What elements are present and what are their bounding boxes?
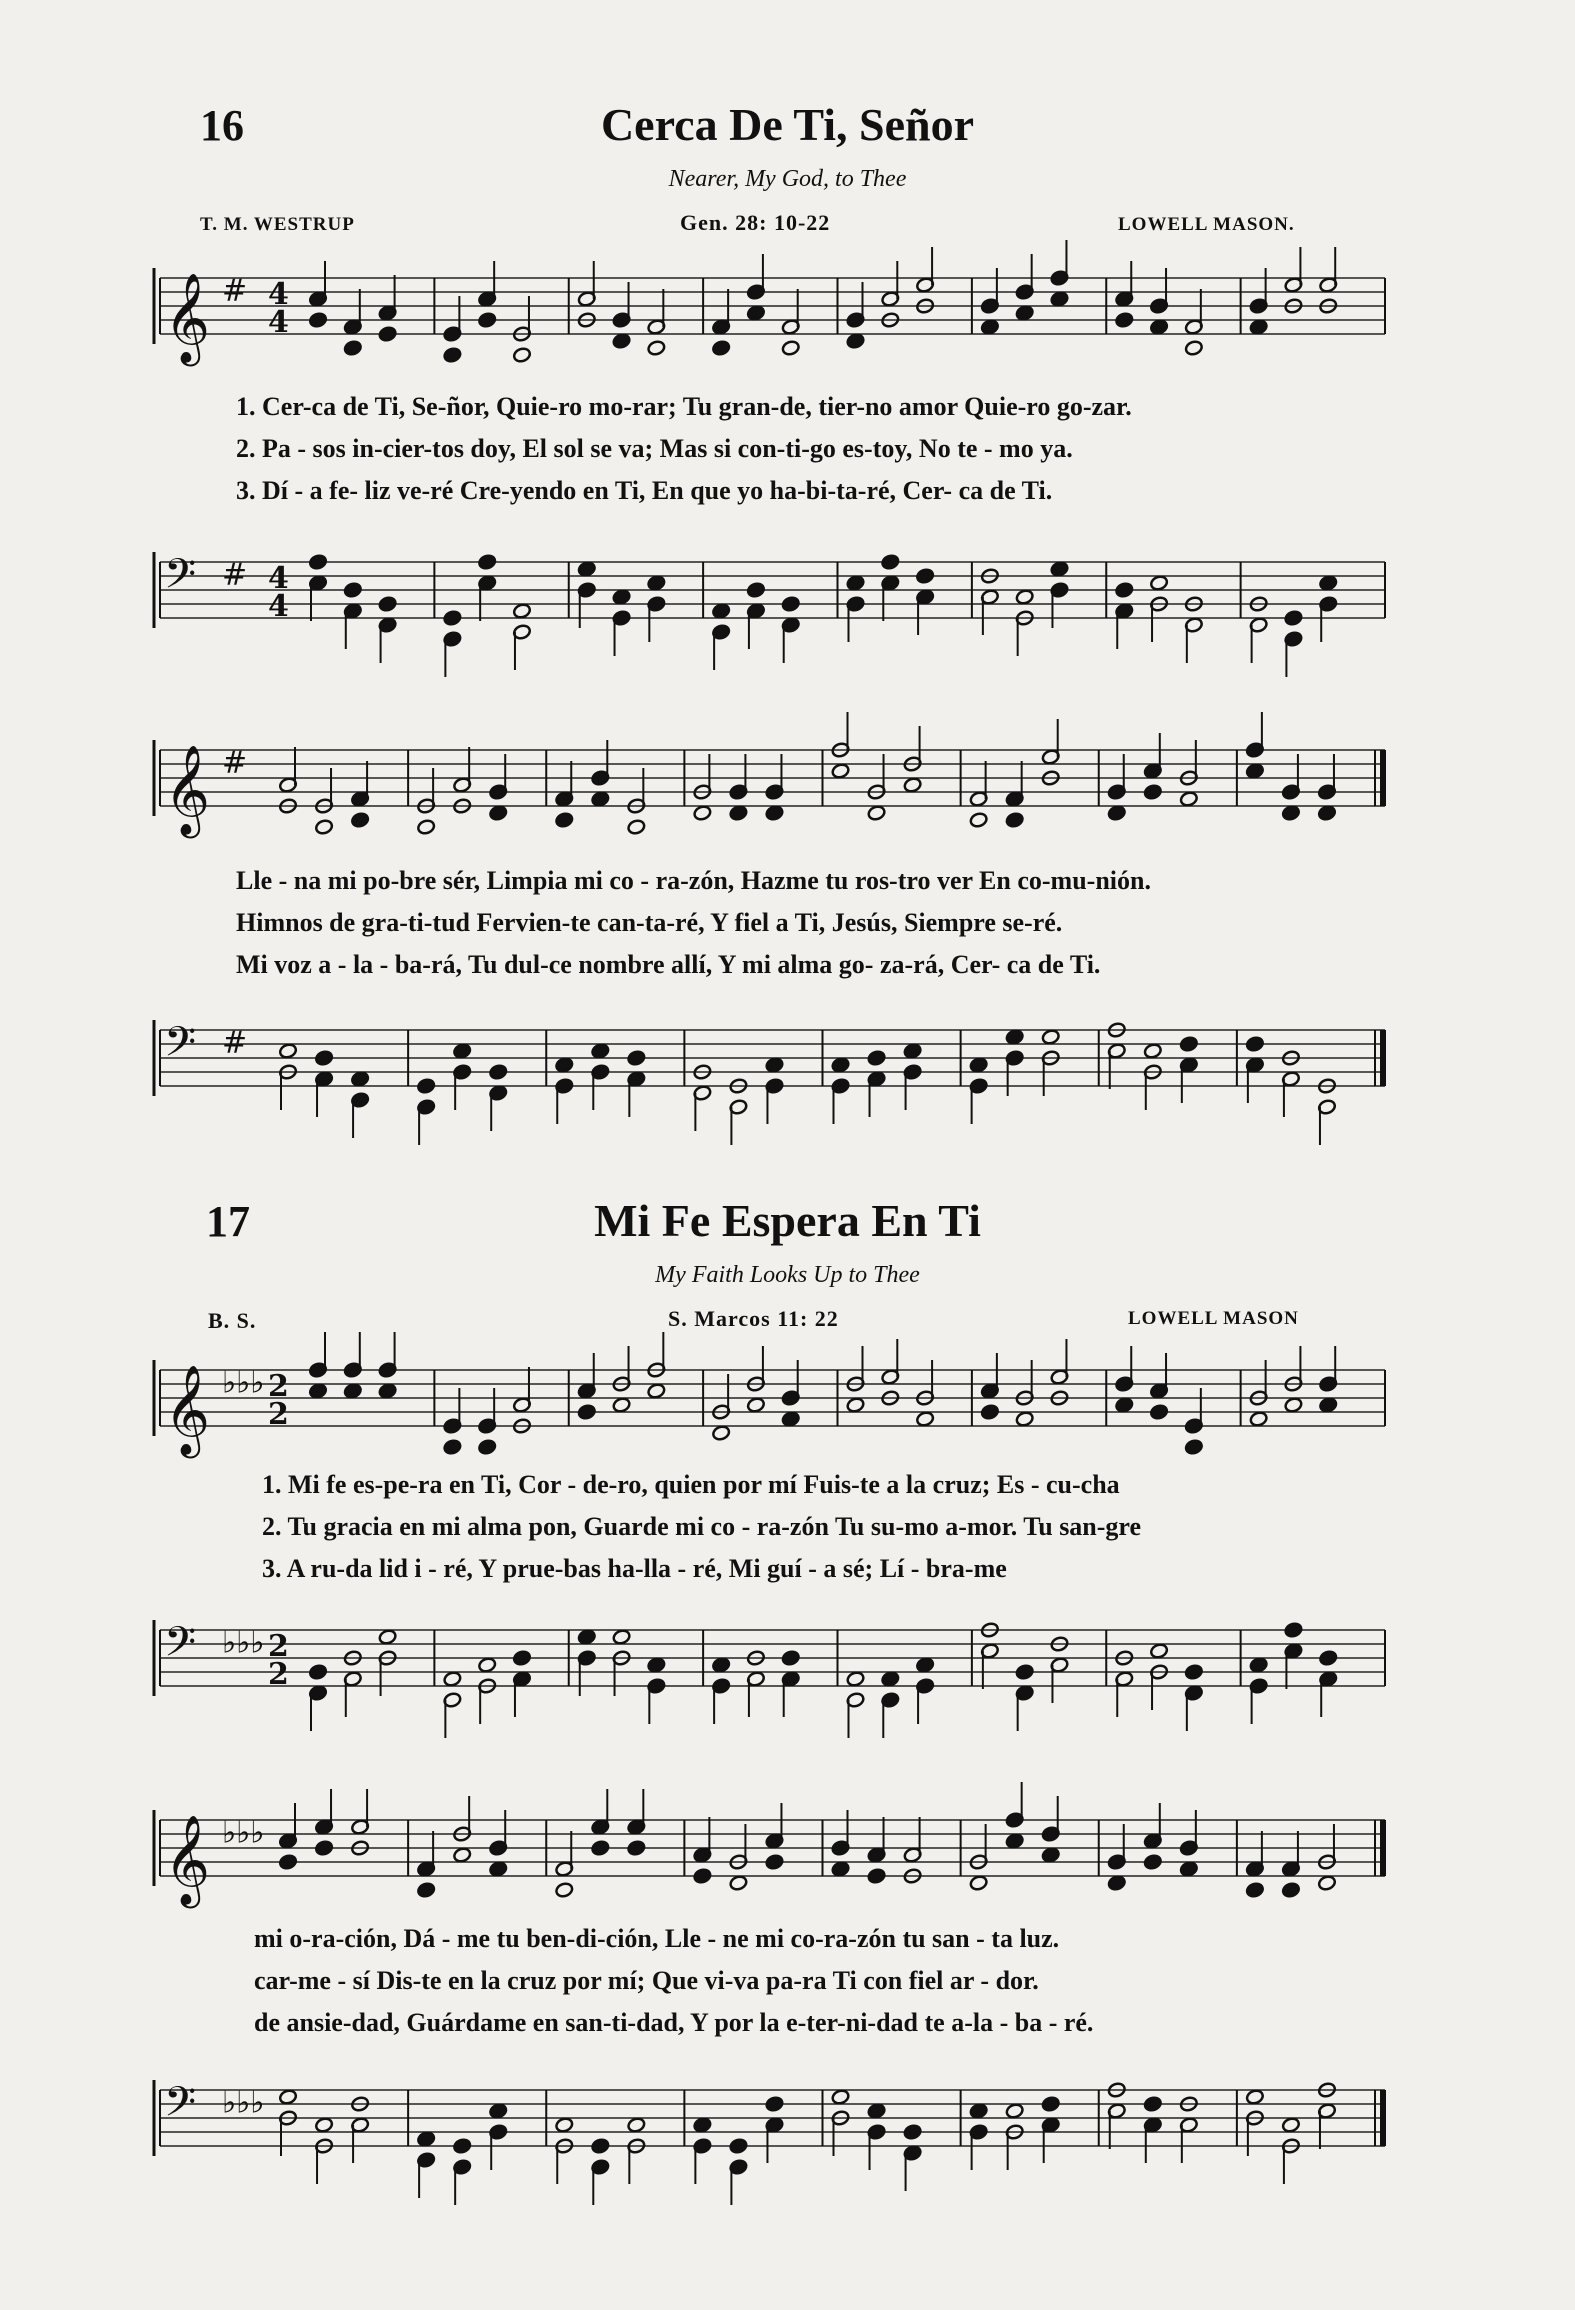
- note-head: [308, 1383, 327, 1400]
- note-head: [577, 561, 596, 578]
- note-head: [746, 1397, 765, 1414]
- verse-line: 1. Cer-ca de Ti, Se-ñor, Quie-ro mo-rar; Tu gran-de, tier-no amor Quie-ro go-zar.: [236, 392, 1132, 421]
- verse-line: 3. A ru-da lid i - ré, Y prue-bas ha-lla - ré, Mi guí - a sé; Lí - bra-me: [262, 1554, 1007, 1583]
- note-head: [1245, 1036, 1264, 1053]
- note-head: [1149, 575, 1168, 592]
- note-head: [591, 1043, 610, 1060]
- time-signature-bottom: 2: [268, 1397, 289, 1432]
- note-head: [1143, 784, 1162, 801]
- note-head: [612, 1629, 631, 1646]
- note-head: [627, 1840, 646, 1857]
- time-signature-bottom: 4: [268, 589, 289, 624]
- note-head: [489, 805, 508, 822]
- note-head: [489, 1861, 508, 1878]
- note-head: [969, 2103, 988, 2120]
- note-head: [781, 596, 800, 613]
- note-head: [1284, 610, 1303, 627]
- verse-line: 3. Dí - a fe- liz ve-ré Cre-yendo en Ti, En que yo ha-bi-ta-ré, Cer- ca de Ti.: [236, 476, 1053, 505]
- note-head: [591, 791, 610, 808]
- note-head: [693, 2117, 712, 2134]
- note-head: [831, 2089, 850, 2106]
- note-head: [1143, 1854, 1162, 1871]
- note-head: [1041, 1847, 1060, 1864]
- note-head: [555, 1057, 574, 1074]
- bass-staff: [0, 1000, 1575, 1130]
- note-head: [351, 1071, 370, 1088]
- note-head: [1184, 1439, 1203, 1456]
- note-head: [831, 763, 850, 780]
- key-signature: #: [222, 273, 248, 309]
- note-head: [453, 2138, 472, 2155]
- note-head: [478, 1439, 497, 1456]
- note-head: [746, 582, 765, 599]
- note-head: [1005, 1029, 1024, 1046]
- note-head: [1281, 1882, 1300, 1899]
- note-head: [512, 1650, 531, 1667]
- note-head: [314, 1840, 333, 1857]
- note-head: [308, 554, 327, 571]
- verse-line: Lle - na mi po-bre sér, Limpia mi co - ra-zón, Hazme tu ros-tro ver En co-mu-nión.: [236, 866, 1151, 895]
- time-signature-top: 2: [268, 1369, 289, 1404]
- bass-staff: [0, 532, 1575, 662]
- note-head: [443, 610, 462, 627]
- note-head: [867, 1050, 886, 1067]
- time-signature-top: 2: [268, 1629, 289, 1664]
- note-head: [443, 1671, 462, 1688]
- hymn-number: 17: [206, 1197, 250, 1246]
- hymn-title: Mi Fe Espera En Ti: [594, 1195, 981, 1246]
- note-head: [1281, 2117, 1300, 2134]
- note-head: [1149, 1643, 1168, 1660]
- note-head: [1015, 1664, 1034, 1681]
- scripture-reference: S. Marcos 11: 22: [668, 1306, 839, 1331]
- note-head: [712, 1425, 731, 1442]
- hymn-subtitle: My Faith Looks Up to Thee: [655, 1262, 920, 1288]
- final-barline: [1380, 750, 1386, 806]
- note-head: [846, 575, 865, 592]
- note-head: [489, 2103, 508, 2120]
- final-barline: [1380, 1030, 1386, 1086]
- note-head: [1179, 1036, 1198, 1053]
- note-head: [1179, 1861, 1198, 1878]
- note-head: [278, 2089, 297, 2106]
- hymn-author: B. S.: [208, 1308, 257, 1333]
- note-head: [627, 819, 646, 836]
- note-head: [781, 1411, 800, 1428]
- note-head: [1249, 1657, 1268, 1674]
- note-head: [1143, 2096, 1162, 2113]
- note-head: [647, 1657, 666, 1674]
- note-head: [1245, 763, 1264, 780]
- note-head: [831, 1861, 850, 1878]
- note-head: [1041, 2096, 1060, 2113]
- note-head: [1115, 312, 1134, 329]
- note-head: [1149, 1404, 1168, 1421]
- verse-line: 1. Mi fe es-pe-ra en Ti, Cor - de-ro, quien por mí Fuis-te a la cruz; Es - cu-cha: [262, 1470, 1120, 1499]
- note-head: [1015, 305, 1034, 322]
- hymn-subtitle: Nearer, My God, to Thee: [668, 166, 907, 192]
- note-head: [781, 340, 800, 357]
- note-head: [712, 603, 731, 620]
- note-head: [980, 319, 999, 336]
- note-head: [378, 326, 397, 343]
- note-head: [314, 2117, 333, 2134]
- note-head: [1317, 805, 1336, 822]
- verse-line: Himnos de gra-ti-tud Fervien-te can-ta-ré, Y fiel a Ti, Jesús, Siempre se-ré.: [236, 908, 1063, 937]
- note-head: [969, 1875, 988, 1892]
- note-head: [417, 819, 436, 836]
- note-head: [647, 575, 666, 592]
- note-head: [1249, 1411, 1268, 1428]
- note-head: [1149, 319, 1168, 336]
- note-head: [846, 1671, 865, 1688]
- time-signature-top: 4: [268, 277, 289, 312]
- final-barline: [1380, 1820, 1386, 1876]
- verse-line: mi o-ra-ción, Dá - me tu ben-di-ción, Lle - ne mi co-ra-zón tu san - ta luz.: [254, 1924, 1060, 1953]
- note-head: [278, 1854, 297, 1871]
- note-head: [1179, 791, 1198, 808]
- note-head: [1245, 1882, 1264, 1899]
- hymn-composer: LOWELL MASON: [1128, 1308, 1299, 1329]
- note-head: [555, 812, 574, 829]
- note-head: [1319, 575, 1338, 592]
- note-head: [729, 805, 748, 822]
- hymn-composer: LOWELL MASON.: [1118, 214, 1295, 235]
- key-signature: #: [222, 745, 248, 781]
- note-head: [1249, 319, 1268, 336]
- note-head: [1143, 1043, 1162, 1060]
- hymn-author: T. M. WESTRUP: [200, 214, 355, 235]
- treble-clef-icon: 𝄞: [164, 745, 211, 835]
- time-signature-bottom: 4: [268, 305, 289, 340]
- note-head: [417, 1882, 436, 1899]
- note-head: [378, 1629, 397, 1646]
- note-head: [765, 1057, 784, 1074]
- note-head: [627, 2117, 646, 2134]
- note-head: [512, 347, 531, 364]
- treble-staff: [0, 1340, 1575, 1460]
- note-head: [591, 2138, 610, 2155]
- verse-line: 2. Pa - sos in-cier-tos doy, El sol se va; Mas si con-ti-go es-toy, No te - mo ya.: [236, 434, 1073, 463]
- note-head: [729, 1875, 748, 1892]
- note-head: [378, 1383, 397, 1400]
- note-head: [746, 305, 765, 322]
- note-head: [916, 1657, 935, 1674]
- note-head: [903, 2124, 922, 2141]
- note-head: [1245, 2089, 1264, 2106]
- note-head: [1319, 1397, 1338, 1414]
- key-signature: ♭♭♭: [222, 1815, 265, 1851]
- note-head: [765, 805, 784, 822]
- bass-clef-icon: 𝄢: [164, 2078, 197, 2136]
- note-head: [1041, 1029, 1060, 1046]
- note-head: [647, 1383, 666, 1400]
- note-head: [781, 1650, 800, 1667]
- note-head: [1107, 805, 1126, 822]
- note-head: [712, 1657, 731, 1674]
- key-signature: ♭♭♭: [222, 1625, 265, 1661]
- note-head: [1184, 340, 1203, 357]
- note-head: [916, 1411, 935, 1428]
- treble-clef-icon: 𝄞: [164, 273, 211, 363]
- time-signature-top: 4: [268, 561, 289, 596]
- hymn-number: 16: [200, 101, 244, 150]
- bass-clef-icon: 𝄢: [164, 550, 197, 608]
- note-head: [314, 819, 333, 836]
- note-head: [867, 805, 886, 822]
- note-head: [969, 1057, 988, 1074]
- note-head: [577, 1629, 596, 1646]
- note-head: [867, 2103, 886, 2120]
- note-head: [846, 333, 865, 350]
- note-head: [478, 554, 497, 571]
- hymn-title: Cerca De Ti, Señor: [600, 99, 975, 150]
- note-head: [453, 1043, 472, 1060]
- note-head: [443, 347, 462, 364]
- note-head: [612, 333, 631, 350]
- note-head: [1015, 589, 1034, 606]
- note-head: [555, 1882, 574, 1899]
- note-head: [1281, 805, 1300, 822]
- note-head: [1184, 1664, 1203, 1681]
- bass-staff: [0, 1600, 1575, 1730]
- note-head: [1319, 1650, 1338, 1667]
- note-head: [443, 1439, 462, 1456]
- verse-line: car-me - sí Dis-te en la cruz por mí; Que vi-va pa-ra Ti con fiel ar - dor.: [254, 1966, 1039, 1995]
- note-head: [831, 1057, 850, 1074]
- note-head: [729, 2138, 748, 2155]
- note-head: [867, 1868, 886, 1885]
- note-head: [881, 554, 900, 571]
- bass-clef-icon: 𝄢: [164, 1018, 197, 1076]
- note-head: [1050, 561, 1069, 578]
- note-head: [1317, 1875, 1336, 1892]
- treble-clef-icon: 𝄞: [164, 1815, 211, 1905]
- note-head: [478, 1657, 497, 1674]
- verse-line: Mi voz a - la - ba-rá, Tu dul-ce nombre allí, Y mi alma go- za-rá, Cer- ca de Ti.: [236, 950, 1101, 979]
- key-signature: #: [222, 557, 248, 593]
- verse-line: 2. Tu gracia en mi alma pon, Guarde mi co - ra-zón Tu su-mo a-mor. Tu san-gre: [262, 1512, 1142, 1541]
- treble-staff: [0, 248, 1575, 368]
- note-head: [693, 805, 712, 822]
- note-head: [765, 2096, 784, 2113]
- note-head: [378, 596, 397, 613]
- note-head: [1284, 1397, 1303, 1414]
- treble-staff: [0, 1790, 1575, 1910]
- note-head: [308, 312, 327, 329]
- note-head: [489, 1064, 508, 1081]
- note-head: [278, 1043, 297, 1060]
- note-head: [343, 340, 362, 357]
- time-signature-bottom: 2: [268, 1657, 289, 1692]
- note-head: [1115, 1397, 1134, 1414]
- note-head: [627, 1050, 646, 1067]
- treble-staff: [0, 720, 1575, 840]
- note-head: [846, 1397, 865, 1414]
- treble-clef-icon: 𝄞: [164, 1365, 211, 1455]
- note-head: [712, 340, 731, 357]
- note-head: [903, 777, 922, 794]
- note-head: [1107, 1875, 1126, 1892]
- note-head: [417, 1078, 436, 1095]
- key-signature: ♭♭♭: [222, 1365, 265, 1401]
- note-head: [555, 2117, 574, 2134]
- note-head: [1005, 1833, 1024, 1850]
- key-signature: #: [222, 1025, 248, 1061]
- final-barline: [1380, 2090, 1386, 2146]
- key-signature: ♭♭♭: [222, 2085, 265, 2121]
- note-head: [577, 1404, 596, 1421]
- note-head: [1050, 291, 1069, 308]
- note-head: [1005, 812, 1024, 829]
- note-head: [903, 1043, 922, 1060]
- bass-clef-icon: 𝄢: [164, 1618, 197, 1676]
- note-head: [765, 1854, 784, 1871]
- note-head: [343, 582, 362, 599]
- note-head: [881, 1671, 900, 1688]
- note-head: [1284, 1622, 1303, 1639]
- note-head: [612, 1397, 631, 1414]
- bass-staff: [0, 2060, 1575, 2190]
- verse-line: de ansie-dad, Guárdame en san-ti-dad, Y por la e-ter-ni-dad te a-la - ba - ré.: [254, 2008, 1094, 2037]
- note-head: [980, 1404, 999, 1421]
- scripture-reference: Gen. 28: 10-22: [680, 210, 831, 235]
- note-head: [308, 1664, 327, 1681]
- note-head: [314, 1050, 333, 1067]
- note-head: [693, 1868, 712, 1885]
- note-head: [916, 568, 935, 585]
- note-head: [417, 2131, 436, 2148]
- note-head: [1115, 582, 1134, 599]
- note-head: [351, 812, 370, 829]
- note-head: [647, 340, 666, 357]
- note-head: [1005, 2103, 1024, 2120]
- note-head: [512, 603, 531, 620]
- note-head: [612, 589, 631, 606]
- note-head: [1015, 1411, 1034, 1428]
- note-head: [591, 1840, 610, 1857]
- note-head: [969, 812, 988, 829]
- note-head: [478, 312, 497, 329]
- note-head: [343, 1383, 362, 1400]
- note-head: [453, 1847, 472, 1864]
